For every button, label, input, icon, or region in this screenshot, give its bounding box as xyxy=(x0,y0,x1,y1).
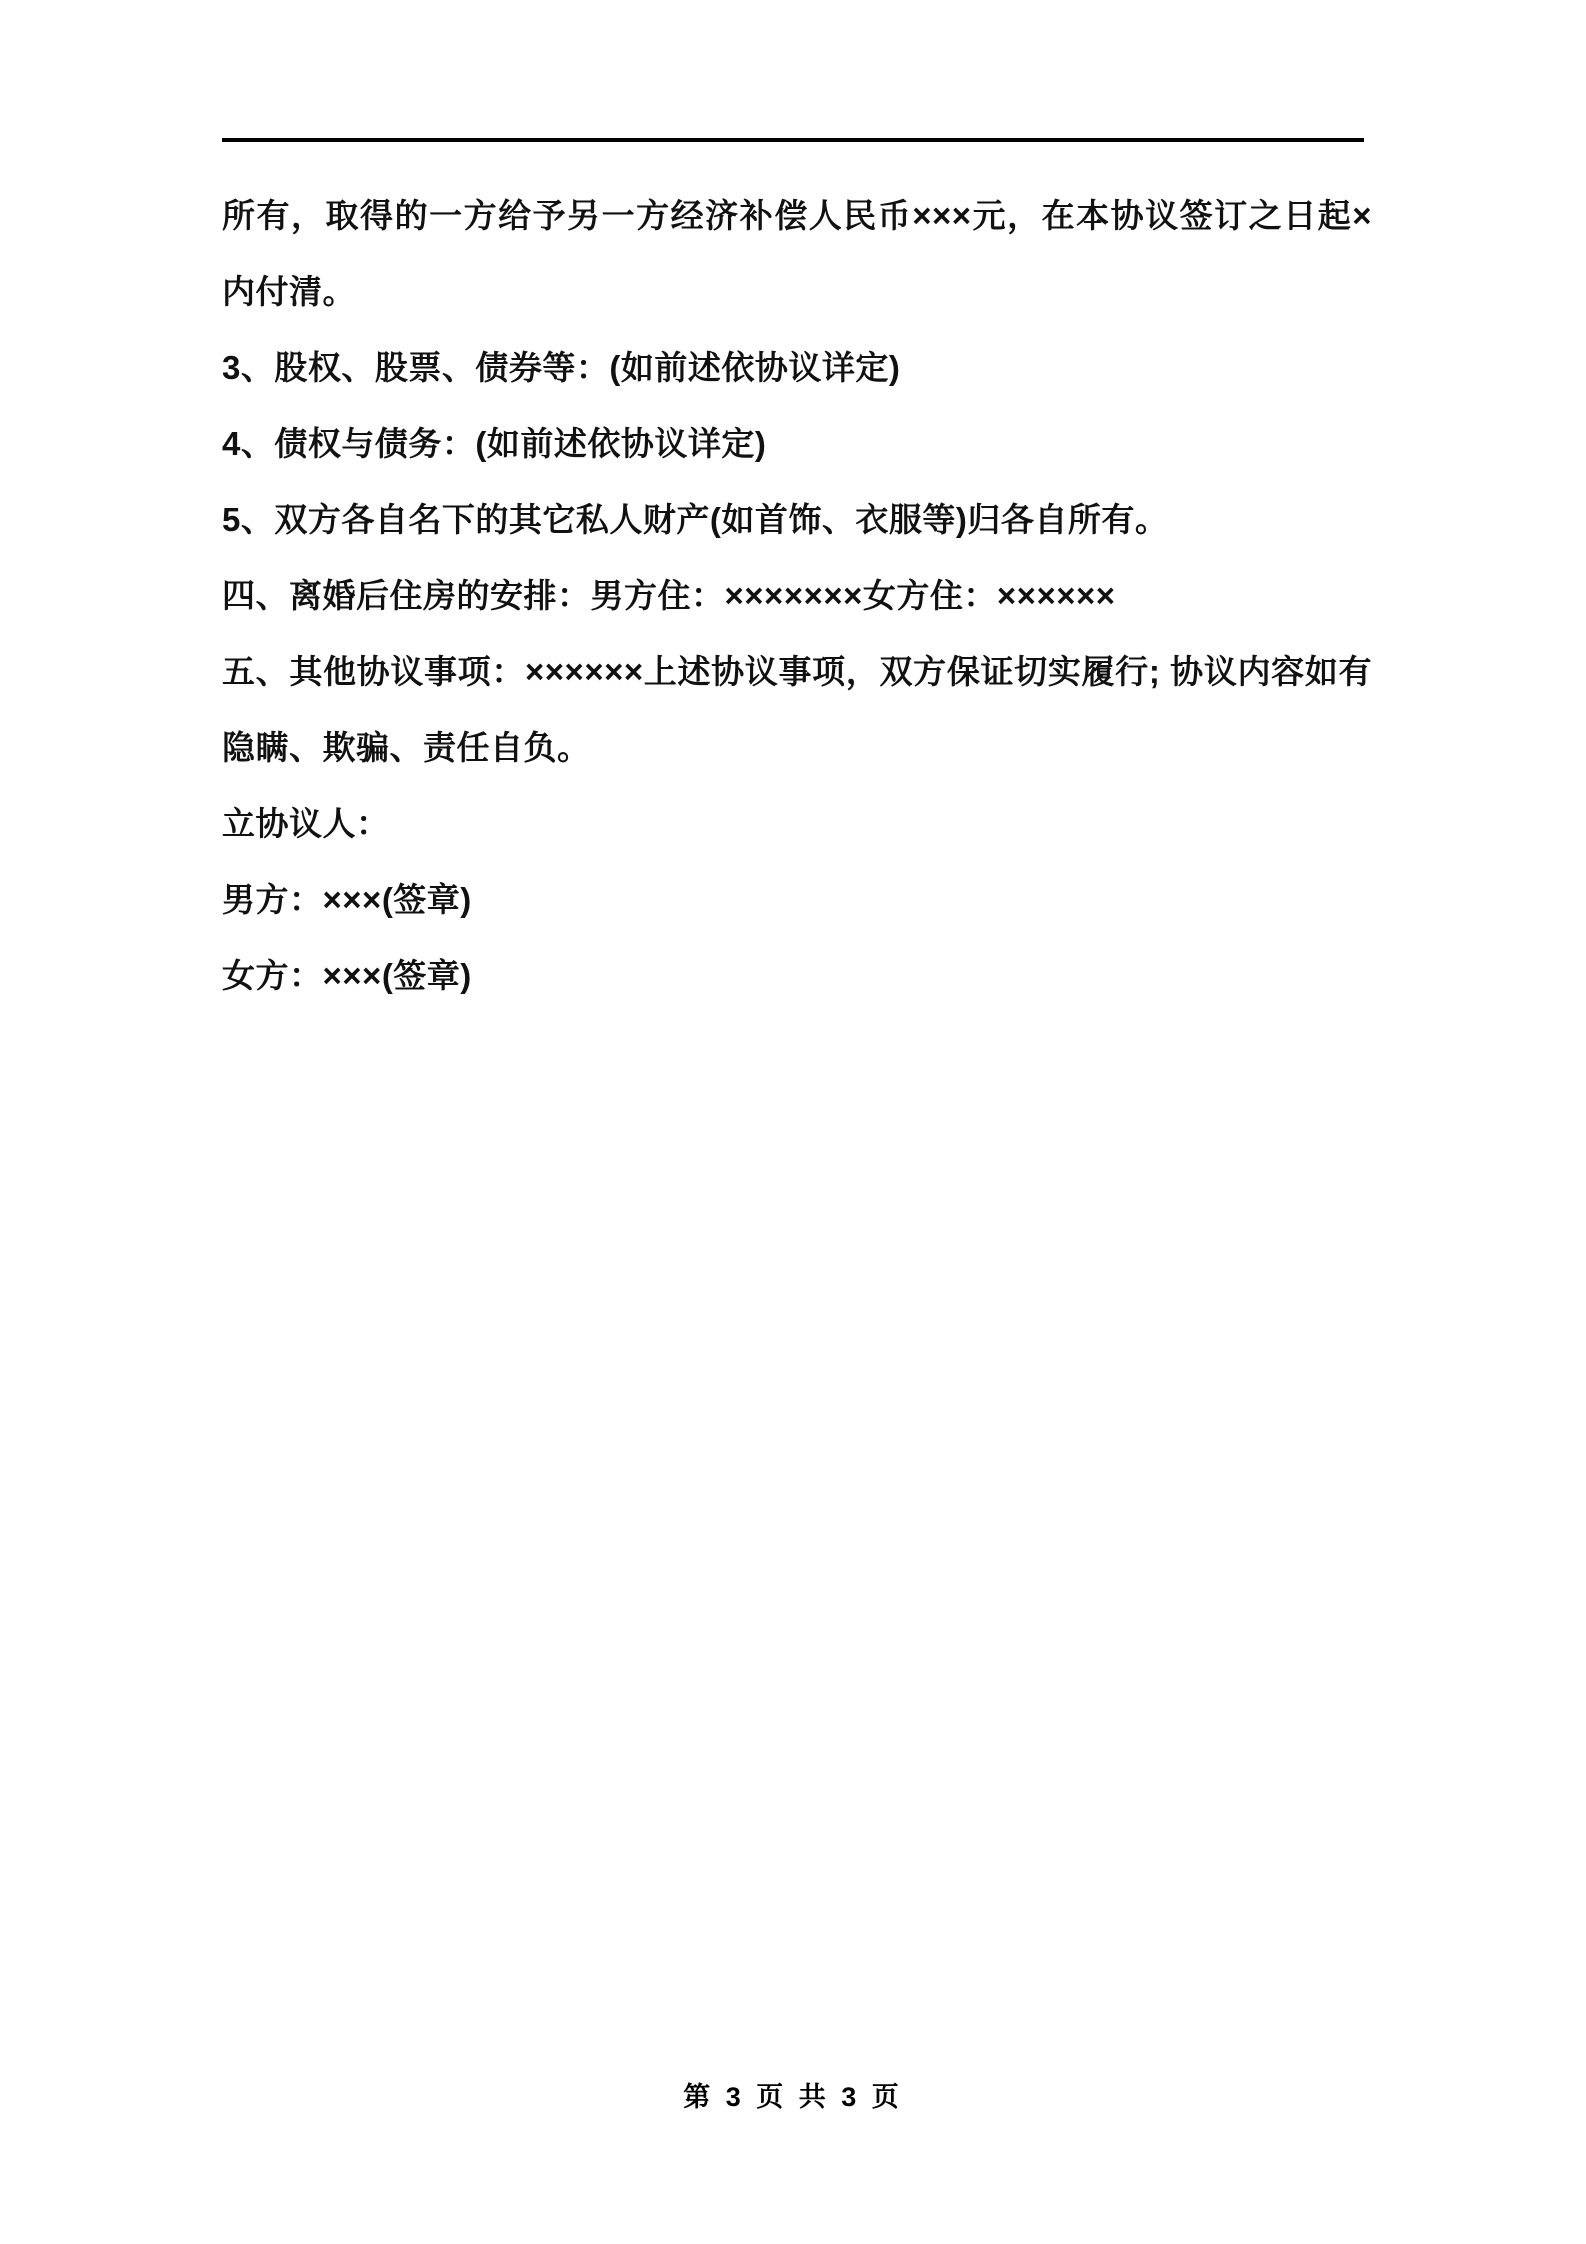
page-footer xyxy=(0,2075,1586,2114)
paragraph-husband-signature: 男方：×××(签章) xyxy=(222,881,472,918)
paragraph-wife-signature: 女方：×××(签章) xyxy=(222,957,472,994)
header-divider xyxy=(222,138,1364,142)
paragraph-section-4: 四、离婚后住房的安排：男方住：×××××××女方住：×××××× xyxy=(222,577,1116,614)
paragraph-item-5: 5、双方各自名下的其它私人财产(如首饰、衣服等)归各自所有。 xyxy=(222,501,1169,538)
paragraph-signatories-label: 立协议人： xyxy=(222,805,390,842)
paragraph-item-3: 3、股权、股票、债券等：(如前述依协议详定) xyxy=(222,349,901,386)
paragraph-item-4: 4、债权与债务：(如前述依协议详定) xyxy=(222,425,767,462)
paragraph-1: 所有，取得的一方给予另一方经济补偿人民币×××元，在本协议签订之日起×内付清。 xyxy=(222,197,1372,310)
document-body xyxy=(222,178,1372,1014)
page-number: 第 3 页 共 3 页 xyxy=(683,2082,903,2112)
paragraph-section-5: 五、其他协议事项：××××××上述协议事项，双方保证切实履行; 协议内容如有隐瞒、欺骗、责任自负。 xyxy=(222,653,1372,766)
